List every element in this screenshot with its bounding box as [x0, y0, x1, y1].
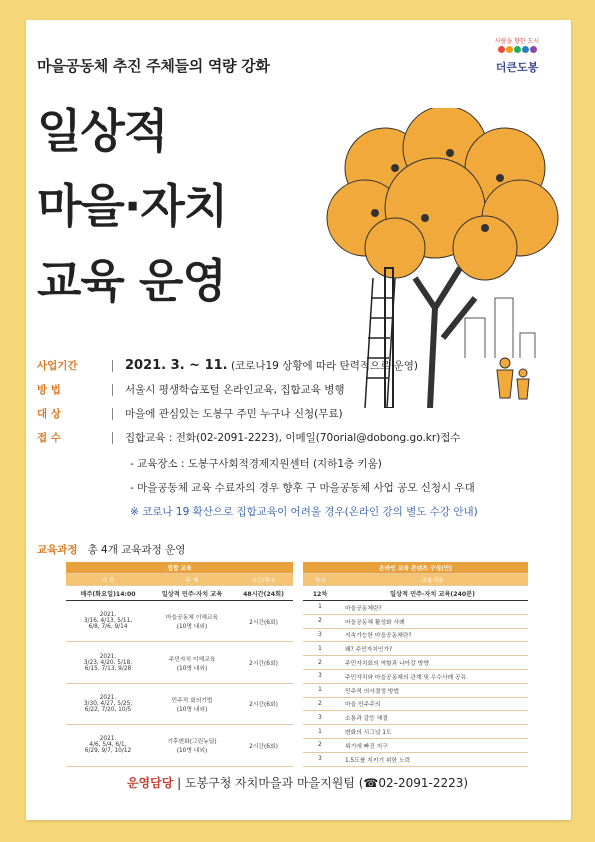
- session-content: 주민자치와 마을공동체의 관계 및 우수사례 공유: [337, 669, 528, 683]
- col-time: 시간/횟수: [234, 574, 293, 586]
- info-label: 사업기간: [37, 360, 78, 372]
- footer-contact: | 도봉구청 자치마을과 마을지원팀 (☎02-2091-2223): [173, 776, 469, 790]
- session-number: 1: [303, 683, 337, 697]
- notice-covid: ※ 코로나 19 확산으로 집합교육이 어려울 경우(온라인 강의 별도 수강 안내): [130, 506, 478, 518]
- summary-cell: 일상적 민주·자치 교육(240분): [337, 586, 528, 601]
- block-dates-line: 2021.: [99, 736, 117, 743]
- session-content: 마을공동체란?: [337, 601, 528, 615]
- block-dates-line: 2021.: [99, 653, 117, 660]
- table-row: [66, 683, 528, 697]
- block-topic-line: 주민자치 이해교육: [168, 656, 216, 663]
- block-topic: [150, 725, 234, 766]
- block-dates: [66, 642, 150, 683]
- logo-mark-icon: [497, 46, 537, 58]
- curriculum-summary: 총 4개 교육과정 운영: [87, 544, 186, 556]
- block-topic: [150, 642, 234, 683]
- session-number: 3: [303, 752, 337, 766]
- info-value: 집합교육 : 전화(02-2091-2223), 이메일(70orial@dobong.go.kr)접수: [125, 432, 461, 444]
- block-topic: [150, 601, 234, 642]
- period-dates: 2021. 3. ~ 11.: [125, 358, 228, 373]
- title-line-3: 교육 운영: [37, 254, 226, 308]
- block-topic-line: (10명 내외): [176, 665, 208, 672]
- session-number: 3: [303, 669, 337, 683]
- session-number: 1: [303, 725, 337, 739]
- block-topic-line: 민주적 회의기법: [171, 697, 213, 704]
- table-row: [66, 642, 528, 656]
- session-number: 1: [303, 601, 337, 615]
- session-number: 2: [303, 656, 337, 670]
- session-content: 민주적 의사결정 방법: [337, 683, 528, 697]
- session-content: 변화의 시그널 1도: [337, 725, 528, 739]
- info-label: 접 수: [37, 432, 61, 444]
- title-line-2: 마을·자치: [37, 179, 228, 233]
- session-content: 1.5도를 지키기 위한 노력: [337, 752, 528, 766]
- table-body: [66, 601, 528, 767]
- footer: [0, 774, 595, 791]
- table-row: [66, 725, 528, 739]
- curriculum-label: 교육과정: [37, 544, 78, 556]
- period-note: (코로나19 상황에 따라 탄력적으로 운영): [227, 360, 418, 372]
- summary-cell: 12차: [303, 586, 337, 601]
- title-line-1: 일상적: [37, 104, 168, 158]
- info-label: 방 법: [37, 384, 61, 396]
- block-topic-line: 기후변화(그린뉴딜): [167, 739, 217, 746]
- block-dates-line: 3/16, 4/13, 5/11,: [83, 618, 133, 625]
- block-dates-line: 6/15, 7/13, 9/28: [84, 665, 132, 672]
- curriculum-heading: [37, 542, 185, 557]
- session-content: 지속가능한 마을공동체란?: [337, 628, 528, 642]
- block-topic-line: 마을공동체 이해교육: [165, 615, 219, 622]
- summary-cell: 48시간(24회): [234, 586, 293, 601]
- block-time: 2시간(6회): [234, 683, 293, 724]
- session-number: 1: [303, 642, 337, 656]
- block-topic-line: (10명 내외): [176, 706, 208, 713]
- session-content: 위기에 빠진 지구: [337, 738, 528, 752]
- col-content: 교육내용: [337, 574, 528, 586]
- col-topic: 주 제: [150, 574, 234, 586]
- summary-cell: 일상적 민주·자치 교육: [150, 586, 234, 601]
- summary-cell: 매주(화요일)14:00: [66, 586, 150, 601]
- curriculum-table: [66, 562, 528, 767]
- info-value: 서울시 평생학습포털 온라인교육, 집합교육 병행: [125, 384, 345, 396]
- session-number: 2: [303, 738, 337, 752]
- session-content: 왜? 주민자치인가?: [337, 642, 528, 656]
- table-row: [66, 601, 528, 615]
- session-number: 2: [303, 614, 337, 628]
- group-offline: 집합 교육: [66, 562, 293, 574]
- col-session: 차시: [303, 574, 337, 586]
- block-time: 2시간(6회): [234, 642, 293, 683]
- block-time: 2시간(6회): [234, 601, 293, 642]
- block-dates-line: 2021.: [99, 612, 117, 619]
- block-dates: [66, 683, 150, 724]
- session-number: 2: [303, 697, 337, 711]
- group-online: 온라인 교육 콘텐츠 구성(안): [303, 562, 528, 574]
- col-period: 기 간: [66, 574, 150, 586]
- block-dates-line: 4/6, 5/4, 6/1,: [89, 742, 127, 749]
- block-time: 2시간(6회): [234, 725, 293, 766]
- block-dates-line: 6/29, 9/7, 10/12: [84, 748, 132, 755]
- block-dates: [66, 601, 150, 642]
- session-content: 주민자치회의 역할과 나아갈 방향: [337, 656, 528, 670]
- session-number: 3: [303, 628, 337, 642]
- info-value: 마을에 관심있는 도봉구 주민 누구나 신청(무료): [125, 408, 343, 420]
- block-topic-line: (10명 내외): [176, 624, 208, 631]
- block-dates-line: 6/22, 7/20, 10/5: [84, 706, 132, 713]
- dobong-logo: [484, 36, 550, 75]
- block-topic-line: (10명 내외): [176, 748, 208, 755]
- note-benefit: - 마을공동체 교육 수료자의 경우 향후 구 마을공동체 사업 공모 신청시 우대: [130, 482, 475, 494]
- subtitle: 마을공동체 추진 주체들의 역량 강화: [37, 57, 270, 75]
- footer-label: 운영담당: [126, 776, 174, 790]
- logo-arc-text: 사람을 향한 도시: [494, 38, 540, 45]
- session-content: 마을 민주주의: [337, 697, 528, 711]
- block-dates-line: 6/8, 7/6, 9/14: [88, 624, 128, 631]
- note-venue: - 교육장소 : 도봉구사회적경제지원센터 (지하1층 키움): [130, 458, 382, 470]
- block-dates: [66, 725, 150, 766]
- session-content: 마을공동체 활성화 사례: [337, 614, 528, 628]
- block-dates-line: 3/30, 4/27, 5/25,: [83, 700, 133, 707]
- block-dates-line: 2021.: [99, 694, 117, 701]
- info-label: 대 상: [37, 408, 61, 420]
- block-dates-line: 3/23, 4/20, 5/18,: [83, 659, 133, 666]
- session-number: 3: [303, 711, 337, 725]
- session-content: 소통과 갈등 해결: [337, 711, 528, 725]
- block-topic: [150, 683, 234, 724]
- logo-name: 더큰도봉: [495, 61, 539, 74]
